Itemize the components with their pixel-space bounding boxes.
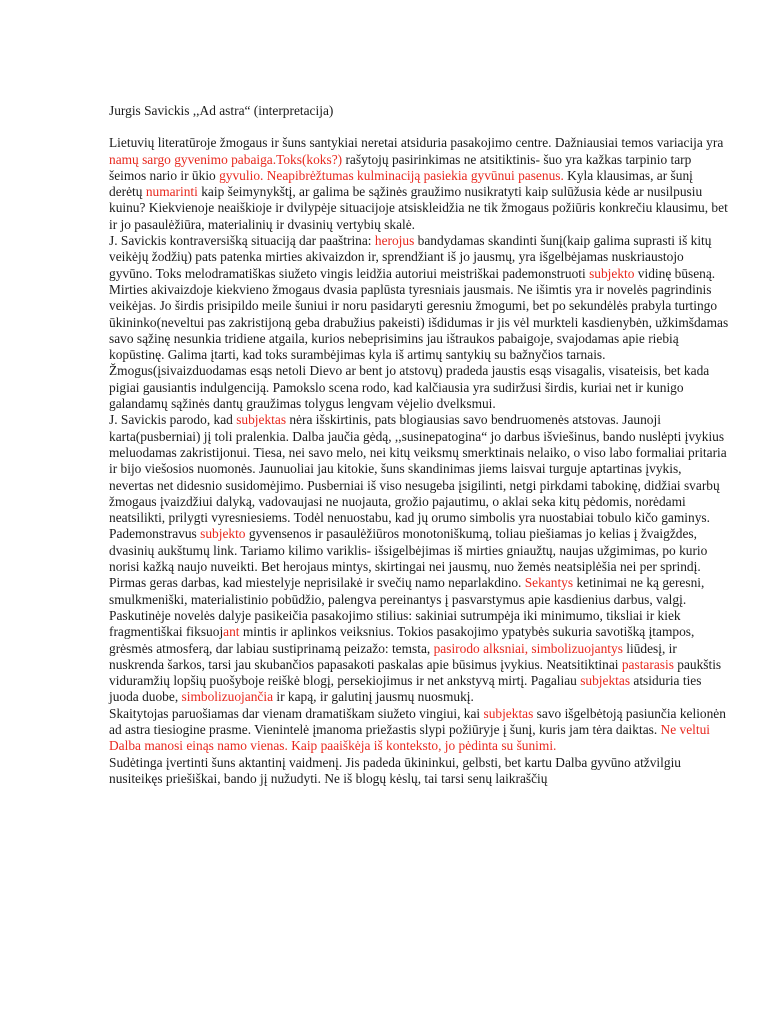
document-body <box>109 135 729 787</box>
paragraph-text: ketinimai ne ką geresni, smulkmeniški, materialistinio pobūdžio, palengva pereinantys į pasvarstymus apie kasdienius darbus, valgį. <box>109 575 705 607</box>
paragraph-text: ir kapą, ir galutinį jausmų nuosmukį. <box>273 689 474 705</box>
paragraph-text: J. Savickis parodo, kad <box>109 412 237 428</box>
paragraph-text: mintis ir aplinkos veiksnius. Tokios pasakojimo ypatybės sukuria savotišką įtampos, grėsmės atmosferą, dar labiau sustiprinamą peizažo: temsta, <box>109 624 695 656</box>
paragraph-text: atsiduria ties juoda duobe, <box>109 673 702 705</box>
paragraph-text: vidinę būseną. <box>634 265 716 281</box>
paragraph-text: savo išgelbėtoją pasiunčia kelionėn ad astra tiesiogine prasme. Vienintelė įmanoma priežastis slypi požiūryje į šunį, kuris jam tėra daiktas. <box>109 705 726 737</box>
paragraph-text: Lietuvių literatūroje žmogaus ir šuns santykiai neretai atsiduria pasakojimo centre. Dažniausiai temos variacija yra <box>109 135 724 151</box>
paragraph-text: J. Savickis kontraversišką situaciją dar paaštrina: <box>109 233 375 249</box>
document-page <box>109 103 729 787</box>
paragraph-text: Kyla klausimas, ar šunį derėtų <box>109 167 693 200</box>
highlighted-text: numarinti <box>145 184 198 200</box>
paragraph-text: Sudėtinga įvertinti šuns aktantinį vaidmenį. Jis padeda ūkininkui, gelbsti, bet kartu Dalba gyvūno atžvilgiu nusiteikęs priešiškai, bando jį nužudyti. Ne iš blogų kėslų, tai tarsi senų laikraščių <box>109 754 681 786</box>
highlighted-text: ant <box>223 624 240 640</box>
highlighted-text: Ne veltui Dalba manosi einąs namo vienas. Kaip paaiškėja iš konteksto, jo pėdinta su šunimi. <box>109 721 711 754</box>
paragraph-text: paukštis viduramžių lopšių puošyboje reiškė blogį, persekiojimus ir net ankstyvą mirtį. Pagaliau <box>109 656 722 689</box>
paragraph-text: gyvensenos ir pasaulėžiūros monotoniškumą, toliau piešiamas jo kelias į žvaigždes, dvasinių aukštumų link. Tariamo kilimo variklis- išsigelbėjimas iš mirties gniaužtų, naujas užgimimas, po kurio norisi kažką naujo nuveikti. Bet herojaus mintys, skirtingai nei jausmų, nuo žemės neatsiplėšia nei per sprindį. Pirmas geras darbas, kad miestelyje neprisilakė ir svečių namo neparlakdino. <box>109 526 708 591</box>
highlighted-text: subjekto <box>589 265 635 281</box>
paragraph-text: liūdesį, ir nuskrenda šarkos, tarsi jau skubančios papasakoti paskalas apie būsimus įvykius. Neatsitiktinai <box>109 640 677 672</box>
paragraph-text: kaip šeimynykštį, ar galima be sąžinės graužimo nusikratyti kaip sulūžusia kėde ar nusilpusiu kuinu? Kiekvienoje neaiškioje ir dvilypėje situacijoje atsiskleidžia ne tik žmogaus požiūris konkrečiu klausimu, bet ir jo pasaulėžiūra, materialinių ir dvasinių vertybių skalė. <box>109 184 728 232</box>
paragraph-text: nėra išskirtinis, pats blogiausias savo bendruomenės atstovas. Jaunoji karta(pusberniai) jį toli pralenkia. Dalba jaučia gėdą, ,,susinepatogina“ jo darbus išviešinus, bando nuslėpti įvykius meluodamas zakristijonui. Tiesa, nei savo melo, nei kitų veiksmų smerktinais nelaiko, o viso labo formaliai pritaria ir bijo viešosios nuomonės. Jaunuoliai jau kitokie, šuns skandinimas jiems laisvai turguje aptartinas įvykis, nevertas net didesnio susidomėjimo. Pusberniai iš viso nesugeba įsigilinti, netgi pirkdami tabokinę, didžiai svarbų žmogaus įvaizdžiui dalyką, vadovaujasi ne nuojauta, grožio pajautimu, o aklai seka kitų pėdomis, norėdami neatsilikti, prilygti vyresniesiems. Todėl nenuostabu, kad jų orumo simbolis yra nuostabiai tobulo kičo gaminys. <box>109 412 727 526</box>
highlighted-text: herojus <box>374 233 415 249</box>
paragraph-text: bandydamas skandinti šunį(kaip galima suprasti iš kitų veikėjų žodžių) pats patenka mirties akivaizdon ir, sprendžiant iš jo jausmų, yra išgelbėjamas nuskriaustojo gyvūno. Toks melodramatiškas siužeto vingis leidžia autoriui meistriškai pademonstruoti <box>109 233 712 281</box>
paragraph <box>109 282 729 412</box>
highlighted-text: simbolizuojančia <box>181 689 274 705</box>
highlighted-text: gyvulio. Neapibrėžtumas kulminaciją pasiekia gyvūnui pasenus. <box>219 167 564 183</box>
paragraph <box>109 755 729 788</box>
highlighted-text: Sekantys <box>524 575 574 591</box>
highlighted-text: pastarasis <box>621 656 674 672</box>
paragraph-text: Pademonstravus <box>109 526 201 542</box>
paragraph-text: rašytojų pasirinkimas ne atsitiktinis- šuo yra kažkas tarpinio tarp šeimos nario ir ūkio <box>109 151 692 183</box>
highlighted-text: subjektas <box>580 673 631 689</box>
paragraph-text: Skaitytojas paruošiamas dar vienam dramatiškam siužeto vingiui, kai <box>109 705 484 721</box>
paragraph <box>109 608 729 706</box>
paragraph-text: Mirties akivaizdoje kiekvieno žmogaus dvasia paplūsta tyresniais jausmais. Ne išimtis yra ir novelės pagrindinis veikėjas. Jo širdis prisipildo meile šuniui ir noru pasidaryti geresniu žmogumi, bet po sekundėlės prabyla turtingo ūkininko(neveltui pas zakristijoną geba drabužius pakeisti) išdidumas ir jis vėl murkteli kasdienybėn, užkimšdamas savo sąžinę nesunkia tridiene atgaila, kurios nebeprisimins jau ištraukos pabaigoje, svajodamas apie riebią kopūstinę. Galima įtarti, kad toks surambėjimas kyla iš artimų santykių su bažnyčios tarnais. Žmogus(įsivaizduodamas esąs netoli Dievo ar bent jo atstovų) pradeda jaustis esąs visagalis, visateisis, bet kada pigiai gausiantis indulgenciją. Pamokslo scena rodo, kad kalčiausia yra sudiržusi širdis, kuriai net ir kunigo galandamų sąžinės dantų graužimas tolygus lengvam vėjelio dvelksmui. <box>109 281 729 412</box>
paragraph <box>109 526 729 607</box>
highlighted-text: namų sargo gyvenimo pabaiga.Toks(koks?) <box>109 151 343 167</box>
highlighted-text: subjektas <box>236 412 287 428</box>
highlighted-text: subjektas <box>483 705 534 721</box>
paragraph <box>109 412 729 526</box>
paragraph <box>109 135 729 233</box>
paragraph-text: Paskutinėje novelės dalyje pasikeičia pasakojimo stilius: sakiniai sutrumpėja iki minimumo, tiksliai ir kiek fragmentiškai fiksuoj <box>109 607 681 640</box>
paragraph <box>109 233 729 282</box>
document-title: Jurgis Savickis ,,Ad astra“ (interpretacija) <box>109 103 334 118</box>
paragraph <box>109 706 729 755</box>
highlighted-text: pasirodo alksniai, simbolizuojantys <box>433 640 623 656</box>
highlighted-text: subjekto <box>200 526 246 542</box>
